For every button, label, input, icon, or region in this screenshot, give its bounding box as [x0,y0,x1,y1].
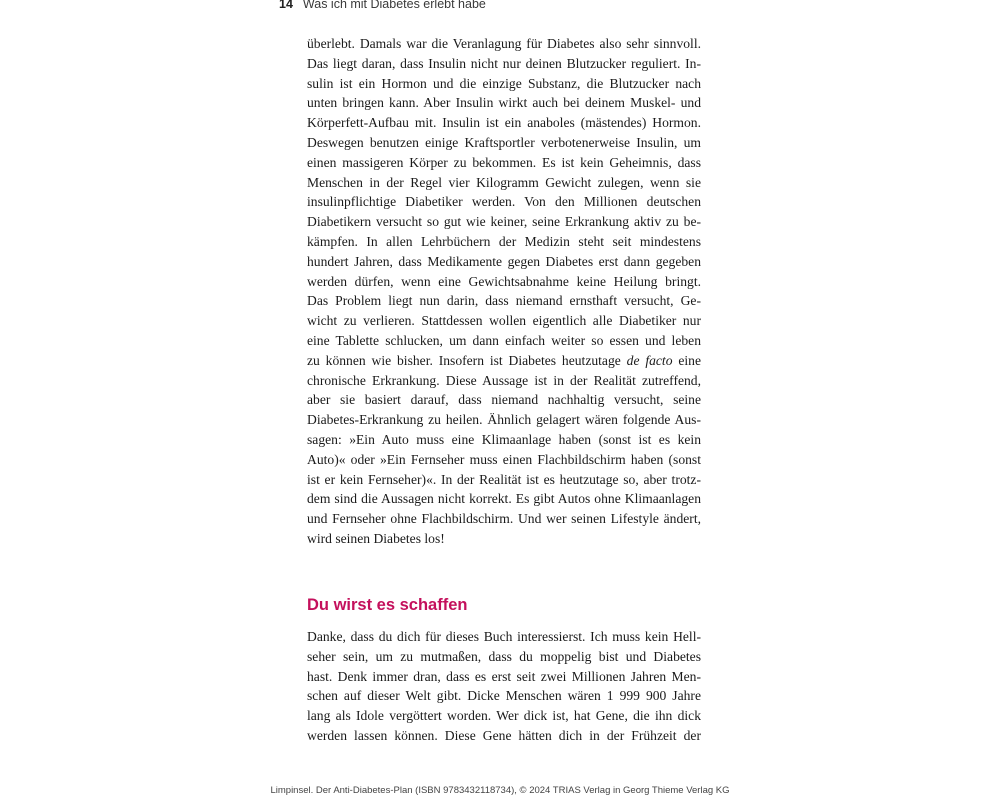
text-line: und Fernseher ohne Flachbildschirm. Und wer seinen Lifestyle ändert, [307,511,701,527]
text-line: Danke, dass du dich für dieses Buch interessierst. Ich muss kein Hell- [307,629,701,644]
text-line: wird seinen Diabetes los! [307,530,445,546]
section-body [307,627,701,746]
italic-phrase: de facto [626,352,673,368]
text-line: überlebt. Damals war die Veranlagung für Diabetes also sehr sinnvoll. [307,36,701,51]
text-line: sulin ist ein Hormon und die einzige Substanz, die Blutzucker nach [307,75,701,91]
text-line: unten bringen kann. Aber Insulin wirkt auch bei deinem Muskel- und [307,95,701,111]
text-line: einen massigeren Körper zu bekommen. Es ist kein Geheimnis, dass [307,154,701,170]
text-line: ist er kein Fernseher)«. In der Realität ist es heutzutage so, aber trotz- [307,471,701,487]
text-line: Diabetikern versucht so gut wie keiner, seine Erkrankung aktiv zu be- [307,214,701,230]
text-line: lang als Idole vergöttert worden. Wer dick ist, hat Gene, die ihn dick [307,708,701,724]
text-line: hast. Denk immer dran, dass es erst seit zwei Millionen Jahren Men- [307,668,701,684]
text-line: Das liegt daran, dass Insulin nicht nur deinen Blutzucker reguliert. In- [307,55,701,71]
text-line: chronische Erkrankung. Diese Aussage ist in der Realität zutreffend, [307,372,701,388]
text-line: aber sie basiert darauf, dass niemand nachhaltig versucht, seine [307,392,701,408]
running-title: Was ich mit Diabetes erlebt habe [302,0,486,11]
running-head [279,0,486,11]
text-line-with-italic [307,351,701,371]
text-line: werden lassen können. Diese Gene hätten dich in der Frühzeit der [307,727,701,743]
text-line: eine Tablette schlucken, um dann einfach weiter so essen und leben [307,332,701,348]
page-number: 14 [279,0,293,11]
text-line: kämpfen. In allen Lehrbüchern der Medizin steht seit mindestens [307,233,701,249]
text-segment: eine [672,352,701,368]
text-line: sagen: »Ein Auto muss eine Klimaanlage haben (sonst ist es kein [307,431,701,447]
text-line: seher sein, um zu mutmaßen, dass du moppelig bist und Diabetes [307,648,701,664]
text-line: insulinpflichtige Diabetiker werden. Von den Millionen deutschen [307,194,701,210]
text-line: schen auf dieser Welt gibt. Dicke Menschen wären 1 999 900 Jahre [307,688,701,704]
text-line: Diabetes-Erkrankung zu heilen. Ähnlich gelagert wären folgende Aus- [307,412,701,428]
section-heading: Du wirst es schaffen [307,596,468,614]
copyright-footer: Limpinsel. Der Anti-Diabetes-Plan (ISBN 9783432118734), © 2024 TRIAS Verlag in Georg Thieme Verlag KG [270,785,730,796]
text-line: dem sind die Aussagen nicht korrekt. Es gibt Autos ohne Klimaanlagen [307,491,701,507]
text-line: hundert Jahren, dass Medikamente gegen Diabetes erst dann gegeben [307,253,701,269]
text-line: werden dürfen, wenn eine Gewichtsabnahme keine Heilung bringt. [307,273,701,289]
text-line: wicht zu verlieren. Stattdessen wollen eigentlich alle Diabetiker nur [307,313,701,329]
text-line: Deswegen benutzen einige Kraftsportler verbotenerweise Insulin, um [307,134,701,150]
text-line: Das Problem liegt nun darin, dass niemand ernsthaft versucht, Ge- [307,293,701,309]
text-line: Menschen in der Regel vier Kilogramm Gewicht zulegen, wenn sie [307,174,701,190]
text-line: Auto)« oder »Ein Fernseher muss einen Flachbildschirm haben (sonst [307,451,701,467]
text-line: Körperfett-Aufbau mit. Insulin ist ein anaboles (mästendes) Hormon. [307,115,701,131]
text-segment: zu können wie bisher. Insofern ist Diabetes heutzutage [307,352,627,368]
paragraph-body [307,34,701,549]
